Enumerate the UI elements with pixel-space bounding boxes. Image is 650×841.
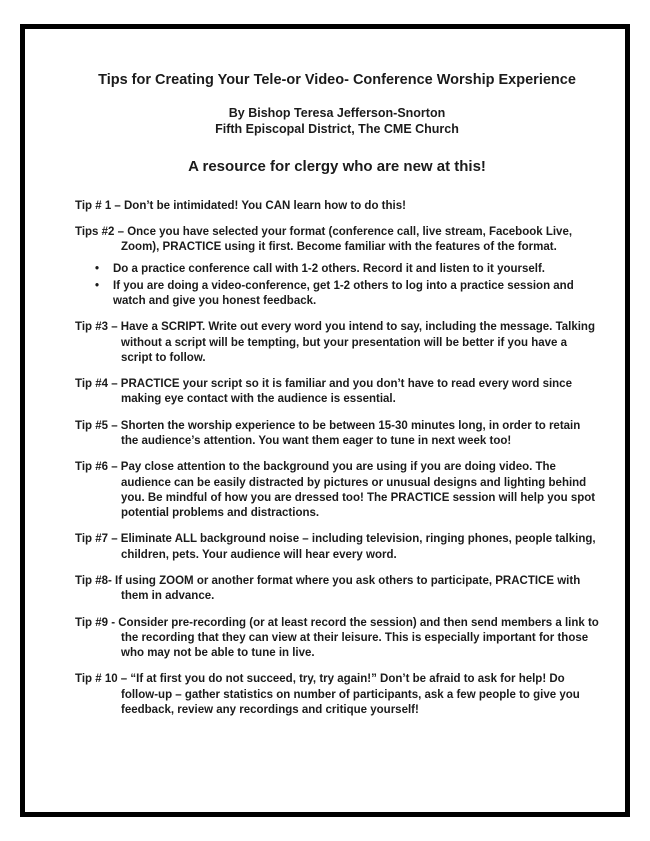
bullet-item: • If you are doing a video-conference, get 1-2 others to log into a practice session and watch and give you honest feedback. [95, 279, 599, 310]
tip-3: Tip #3 – Have a SCRIPT. Write out every word you intend to say, including the message. Talking without a script will be tempting, but your presentation will be better if you have a script to follow. [75, 321, 595, 364]
tip-7: Tip #7 – Eliminate ALL background noise – including television, ringing phones, people talking, children, pets. Your audience will hear every word. [75, 533, 596, 561]
tips-list [75, 199, 599, 719]
byline-district: Fifth Episcopal District, The CME Church [215, 122, 459, 137]
subtitle: A resource for clergy who are new at this! [188, 157, 486, 175]
tip-2-bullets [75, 262, 599, 309]
tip-2: Tips #2 – Once you have selected your format (conference call, live stream, Facebook Live, Zoom), PRACTICE using it first. Become familiar with the features of the format. [75, 225, 573, 254]
byline-author: By Bishop Teresa Jefferson-Snorton [228, 106, 446, 121]
tip-6: Tip #6 – Pay close attention to the background you are using if you are doing video. The audience can be easily distracted by pictures or unusual designs and lighting behind you. Be mindful of how you are dressed too! The PRACTICE session will help you spot potential problems and distractions. [75, 461, 596, 520]
page-content [25, 29, 625, 812]
bullet-item: • Do a practice conference call with 1-2 others. Record it and listen to it yourself. [95, 262, 599, 277]
tip-10: Tip # 10 – “If at first you do not succeed, try, try again!” Don’t be afraid to ask for help! Do follow-up – gather statistics on number of participants, ask a few people to give you feedback, review any recordings and critique yourself! [75, 673, 580, 716]
page-title: Tips for Creating Your Tele-or Video- Conference Worship Experience [98, 72, 576, 88]
tip-1: Tip # 1 – Don’t be intimidated! You CAN learn how to do this! [75, 199, 406, 212]
tip-5: Tip #5 – Shorten the worship experience to be between 15-30 minutes long, in order to retain the audience’s attention. You want them eager to tune in next week too! [75, 419, 581, 447]
tip-8: Tip #8- If using ZOOM or another format where you ask others to participate, PRACTICE with them in advance. [75, 574, 581, 603]
tip-9: Tip #9 - Consider pre-recording (or at least record the session) and then send members a link to the recording that they can view at their leisure. This is especially important for those who may not be able to tune in live. [75, 616, 599, 660]
tip-4: Tip #4 – PRACTICE your script so it is familiar and you don’t have to read every word since making eye contact with the audience is essential. [75, 378, 572, 406]
page-border [20, 24, 630, 817]
